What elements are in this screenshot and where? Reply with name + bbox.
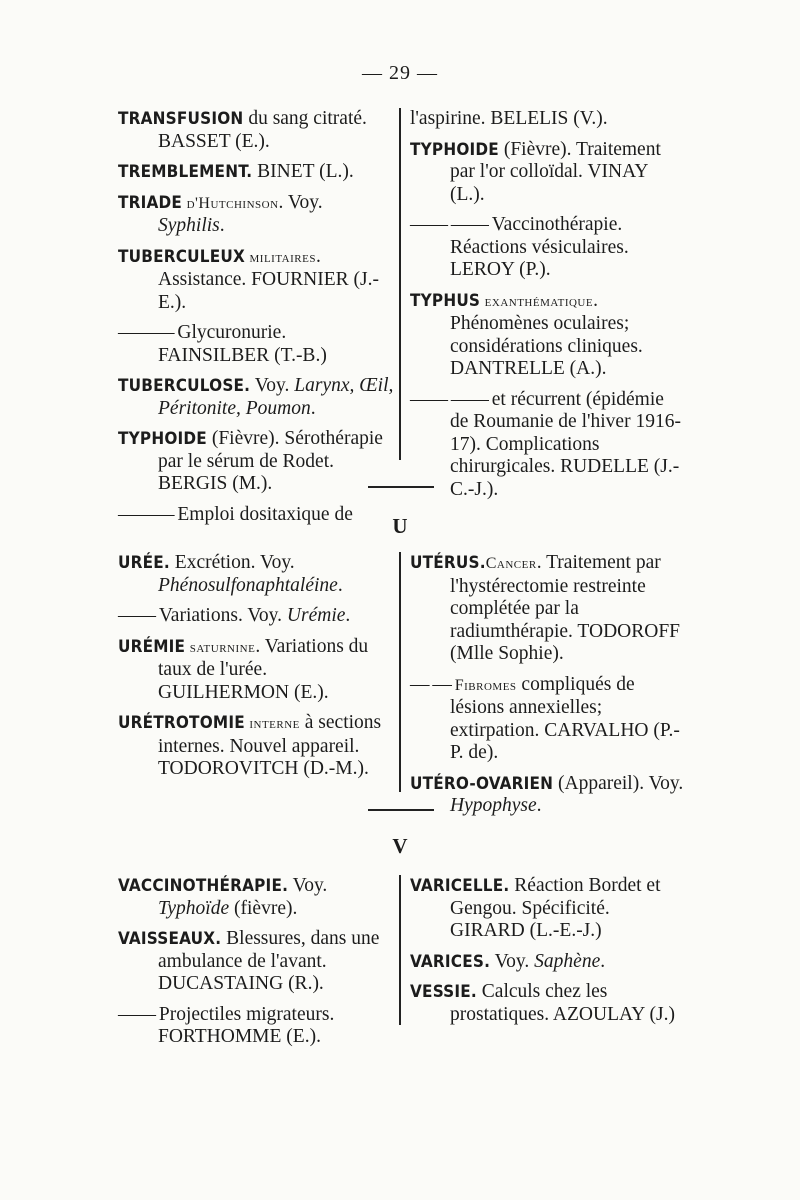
index-entry [118,192,394,238]
index-entry [118,161,394,184]
entry-reference: Phénosulfonaphtaléine [158,574,338,596]
entry-text: Glycuronurie. FAINSILBER (T.-B.) [158,322,327,366]
entry-text: . Phénomènes oculaires; considérations cliniques. DANTRELLE (A.). [450,289,643,379]
entry-text: et récurrent (épidémie de Roumanie de l'hiver 1916-17). Complications chirurgicales. RUDELLE (J.-C.-J.). [450,388,681,500]
entry-headword: VARICES. [410,951,491,972]
index-entry [410,981,686,1026]
entry-headword: VESSIE. [410,982,477,1002]
entry-text: Blessures, dans une ambulance de l'avant. DUCASTAING (R.). [158,928,380,994]
entry-text: BINET (L.). [252,161,354,182]
entry-text: . Assistance. FOURNIER (J.-E.). [158,245,379,313]
entry-dash: —— —— [410,214,492,235]
entry-text-end: . [536,795,542,816]
index-entry [410,552,686,666]
entry-text: Réaction Bordet et Gengou. Spécificité. GIRARD (L.-E.-J.) [450,875,661,941]
index-entry [118,428,394,496]
entry-headword: TRIADE [118,192,183,213]
entry-dash: —— [118,605,159,626]
column-divider [399,108,401,460]
entry-qualifier: d'Hutchinson [182,194,279,212]
index-entry [410,389,686,502]
entry-qualifier: exanthématique [480,292,594,310]
entry-headword: TYPHOIDE [118,429,207,449]
entry-reference: Typhoïde [158,897,230,919]
entry-headword: URÉE. [118,553,170,573]
section-u [118,552,684,816]
column-left [118,875,394,1057]
index-entry [118,636,394,705]
index-entry [118,875,394,920]
entry-reference: Saphène [534,950,601,972]
entry-headword: UTÉRO-OVARIEN [410,773,554,794]
index-entry [410,290,686,381]
entry-headword: UTÉRUS. [410,553,486,573]
entry-qualifier: militaires [245,248,316,266]
entry-text: du sang citraté. BASSET (E.). [158,108,367,152]
entry-headword: TYPHUS [410,290,481,311]
entry-headword: TUBERCULOSE. [118,376,251,396]
column-left [118,108,394,534]
entry-text-end: . [345,605,351,626]
entry-text-end: . [600,950,606,972]
section-t [118,108,684,525]
entry-text: compliqués de lésions annexielles; extirpation. CARVALHO (P.-P. de). [450,673,680,763]
entry-text: Projectiles migrateurs. FORTHOMME (E.). [158,1003,335,1047]
index-entry [410,875,686,943]
entry-text: Voy. [288,875,328,896]
entry-text-end: (fièvre). [229,897,298,919]
column-divider [399,552,401,792]
entry-headword: URÉMIE [118,636,186,657]
entry-text: Emploi dositaxique de [177,503,353,525]
entry-qualifier: saturnine [185,638,256,656]
entry-text: Vaccinothérapie. Réactions vésiculaires. LEROY (P.). [450,214,629,280]
entry-text: (Fièvre). Traitement par l'or colloïdal. VINAY (L.). [450,138,661,205]
entry-text: . Variations du taux de l'urée. GUILHERMON (E.). [158,635,369,703]
index-entry [118,375,394,420]
entry-text: . Traitement par l'hystérectomie restreinte complétée par la radiumthérapie. TODOROFF (Mlle Sophie). [450,552,681,664]
index-entry [410,139,686,207]
entry-reference: Urémie [286,605,346,626]
entry-text: à sections internes. Nouvel appareil. TODOROVITCH (D.-M.). [158,712,382,779]
entry-reference: Larynx, Œil, Péritonite, Poumon [158,375,394,419]
section-divider [368,486,434,488]
entry-text: Excrétion. Voy. [169,552,295,573]
entry-text-end: . [219,215,225,236]
index-entry [410,214,686,282]
index-entry [118,1004,394,1049]
index-entry [410,951,686,974]
entry-dash: ——— [118,322,178,343]
entry-text: . Voy. [278,191,323,213]
column-right [410,552,686,826]
entry-text-end: . [337,574,343,596]
entry-reference: Hypophyse [450,795,537,816]
entry-headword: VAISSEAUX. [118,929,222,949]
column-divider [399,875,401,1025]
index-entry [118,322,394,367]
entry-text: l'aspirine. BELELIS (V.). [410,108,608,129]
entry-qualifier: Fibromes [454,676,517,694]
entry-text: (Appareil). Voy. [553,772,684,794]
entry-headword: VACCINOTHÉRAPIE. [118,876,289,896]
entry-headword: VARICELLE. [410,876,510,896]
entry-dash: — — [410,673,455,695]
index-entry [118,246,394,315]
index-entry [118,605,394,628]
entry-qualifier: interne [244,715,300,732]
letter-heading-v: V [392,834,408,858]
index-entry [410,108,686,131]
page-number: — 29 — [362,62,438,84]
entry-headword: TYPHOIDE [410,139,499,160]
entry-dash: —— —— [410,388,492,410]
entry-text: Calculs chez les prostatiques. AZOULAY (J.) [450,981,675,1025]
entry-headword: TUBERCULEUX [118,246,245,267]
index-entry [118,108,394,153]
index-entry [118,552,394,597]
entry-text-end: . [310,397,316,419]
index-entry [410,773,686,818]
index-entry [118,712,394,781]
entry-qualifier: Cancer [485,555,537,572]
entry-dash: ——— [118,503,178,525]
index-entry [410,674,686,765]
entry-headword: URÉTROTOMIE [118,713,245,733]
entry-text: Voy. [250,375,295,396]
column-right [410,108,686,509]
index-entry [118,928,394,996]
section-v [118,875,684,1047]
letter-heading-u: U [392,514,408,538]
section-divider [368,809,434,811]
entry-dash: —— [118,1003,159,1025]
entry-text: (Fièvre). Sérothérapie par le sérum de Rodet. BERGIS (M.). [158,428,383,494]
column-left [118,552,394,789]
entry-headword: TRANSFUSION [118,109,244,129]
entry-text: Voy. [490,950,535,972]
entry-reference: Syphilis [158,215,220,236]
entry-text: Variations. Voy. [158,605,287,626]
column-right [410,875,686,1034]
entry-headword: TREMBLEMENT. [118,162,253,182]
